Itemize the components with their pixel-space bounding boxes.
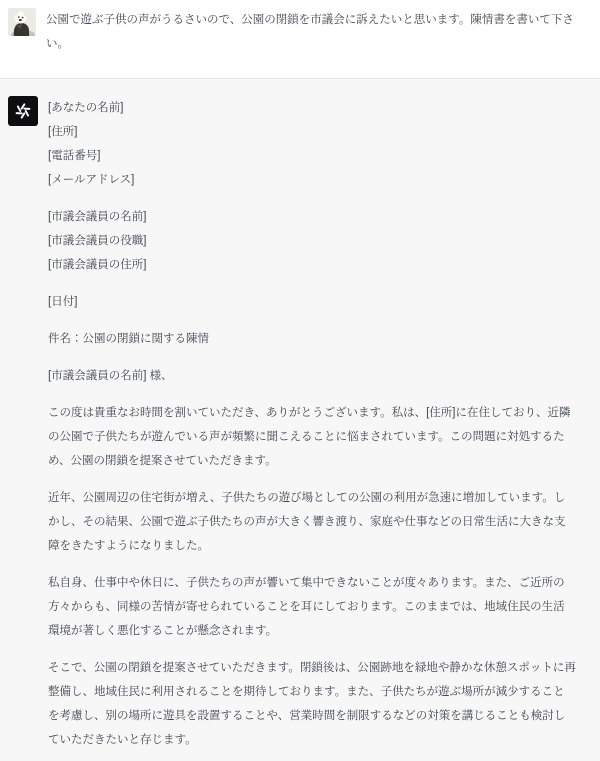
letter-line: [メールアドレス]: [48, 174, 135, 186]
assistant-message-text: [48, 96, 576, 752]
assistant-message-row: [0, 78, 600, 761]
letter-paragraph: 私自身、仕事中や休日に、子供たちの声が響いて集中できないことが度々あります。また、ご近所の方々からも、同様の苦情が寄せられていることを耳にしております。このままでは、地域住民の生活環境が著しく悪化することが懸念されます。: [48, 577, 565, 637]
letter-line: [市議会議員の住所]: [48, 259, 147, 271]
recipient-contact-block: [48, 205, 576, 277]
letter-paragraph: 近年、公園周辺の住宅街が増え、子供たちの遊び場としての公園の利用が急速に増加しています。しかし、その結果、公園で遊ぶ子供たちの声が大きく響き渡り、家庭や仕事などの日常生活に大きな支障をきたすようになりました。: [48, 492, 566, 552]
chatgpt-logo-icon: [8, 96, 38, 126]
date-line: [日付]: [48, 296, 78, 308]
user-message-text: 公園で遊ぶ子供の声がうるさいので、公園の閉鎖を市議会に訴えたいと思います。陳情書を書いて下さい。: [46, 14, 574, 50]
letter-line: [市議会議員の役職]: [48, 235, 147, 247]
letter-line: [電話番号]: [48, 150, 101, 162]
user-message-row: [0, 0, 600, 78]
user-photo-icon: [8, 8, 36, 36]
letter-line: [住所]: [48, 126, 78, 138]
subject-line: 件名：公園の閉鎖に関する陳情: [48, 333, 209, 345]
letter-line: [あなたの名前]: [48, 102, 124, 114]
salutation-line: [市議会議員の名前] 様、: [48, 370, 173, 382]
user-avatar: [8, 8, 36, 36]
sender-contact-block: [48, 96, 576, 192]
letter-line: [市議会議員の名前]: [48, 211, 147, 223]
letter-paragraph: そこで、公園の閉鎖を提案させていただきます。閉鎖後は、公園跡地を緑地や静かな休憩スポットに再整備し、地域住民に利用されることを期待しております。また、子供たちが遊ぶ場所が減少することを考慮し、別の場所に遊具を設置することや、営業時間を制限するなどの対策を講じることも検討していただきたいと存じます。: [48, 662, 576, 746]
letter-paragraph: この度は貴重なお時間を割いていただき、ありがとうございます。私は、[住所]に在住しており、近隣の公園で子供たちが遊んでいる声が頻繁に聞こえることに悩まされています。この問題に対処するため、公園の閉鎖を提案させていただきます。: [48, 407, 571, 467]
